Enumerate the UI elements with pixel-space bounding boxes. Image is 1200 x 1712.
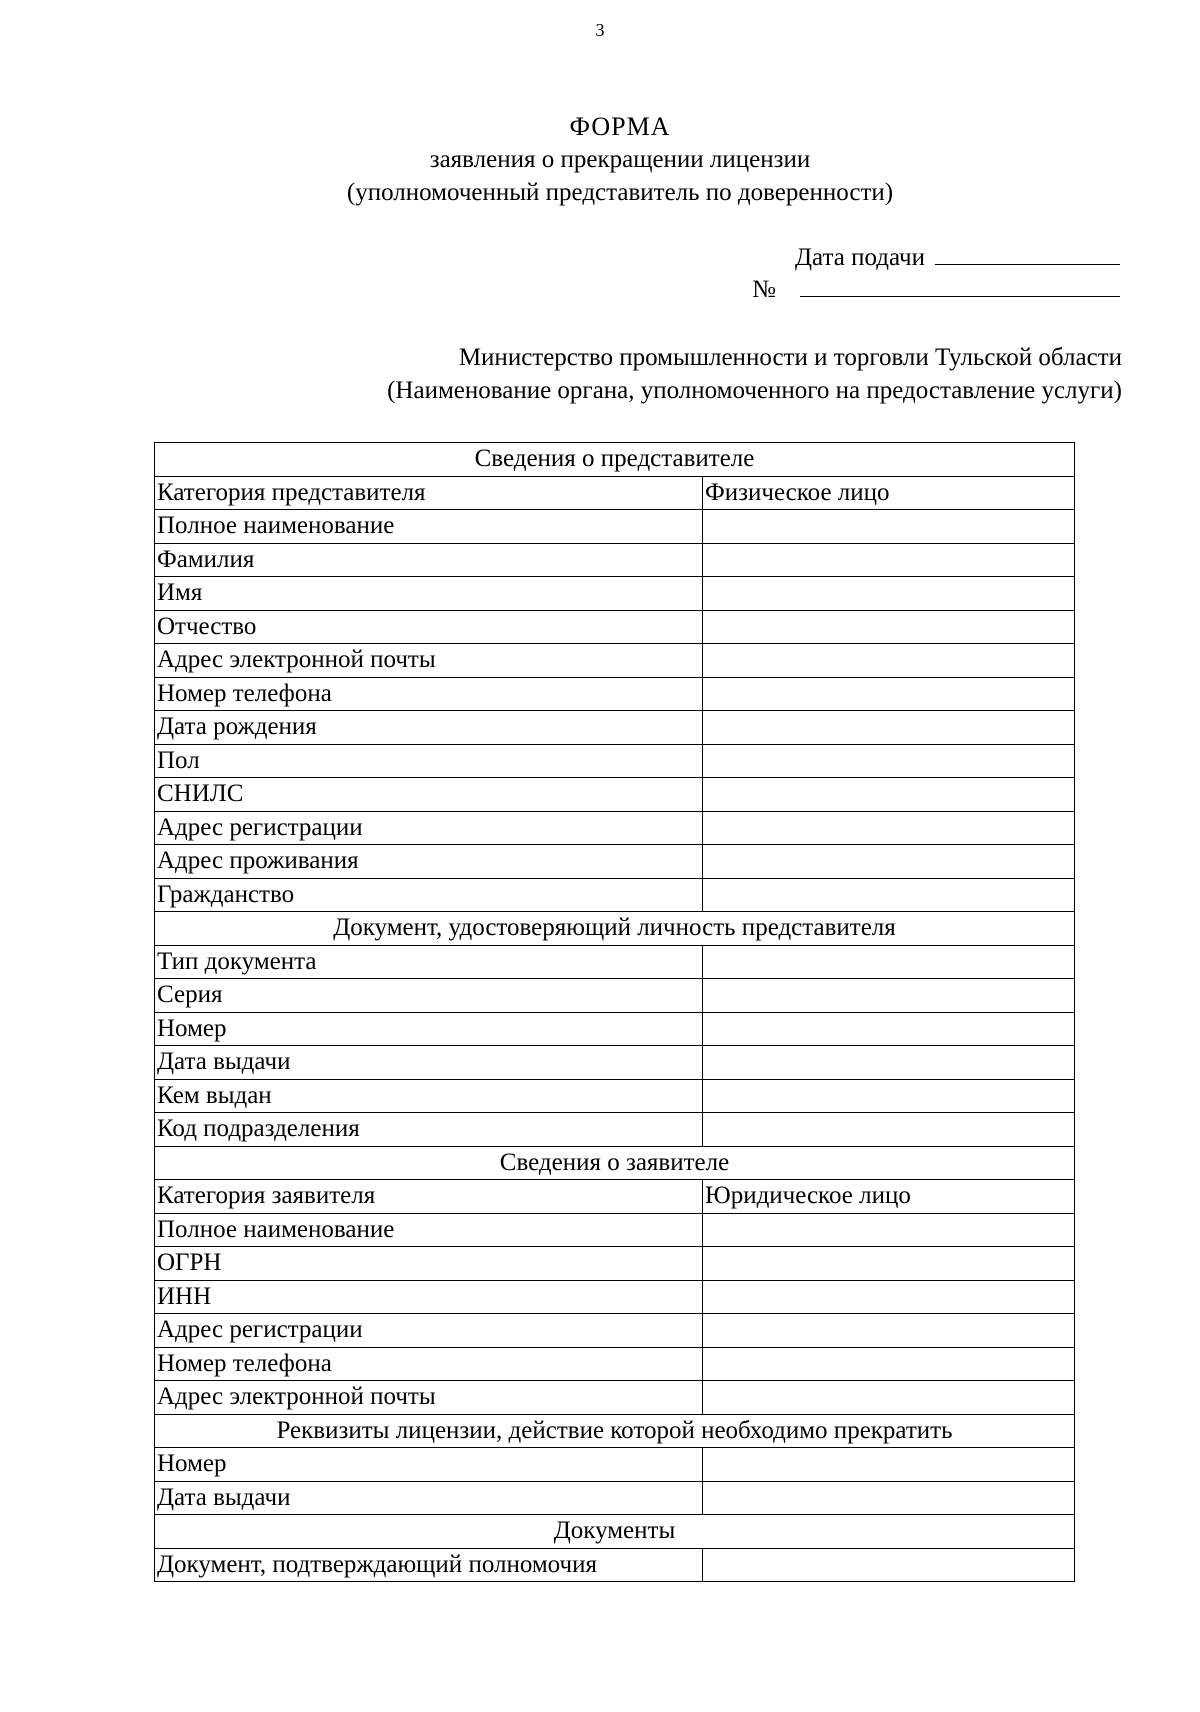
section-header-row (155, 1414, 1075, 1448)
form-row (155, 1381, 1075, 1415)
field-value[interactable] (703, 878, 1075, 912)
section-header-row (155, 912, 1075, 946)
field-value[interactable] (703, 711, 1075, 745)
field-label: Категория представителя (155, 476, 703, 510)
field-label: Номер (155, 1448, 703, 1482)
field-label: Имя (155, 577, 703, 611)
section-title: Документ, удостоверяющий личность представителя (155, 912, 1075, 946)
section-header-row (155, 443, 1075, 477)
field-label: Код подразделения (155, 1113, 703, 1147)
submission-number-field[interactable] (800, 274, 1120, 297)
form-row (155, 878, 1075, 912)
field-value[interactable]: Физическое лицо (703, 476, 1075, 510)
field-label: Адрес электронной почты (155, 1381, 703, 1415)
submission-date-field[interactable] (935, 242, 1120, 265)
form-row (155, 610, 1075, 644)
form-table-body (155, 443, 1075, 1582)
field-label: Адрес электронной почты (155, 644, 703, 678)
form-row (155, 1448, 1075, 1482)
form-row (155, 979, 1075, 1013)
field-label: Адрес регистрации (155, 1314, 703, 1348)
form-row (155, 1113, 1075, 1147)
form-row (155, 845, 1075, 879)
section-title: Документы (155, 1515, 1075, 1549)
form-subtitle-note: (уполномоченный представитель по доверенности) (346, 179, 894, 206)
authority-block (387, 341, 1122, 407)
form-row (155, 1347, 1075, 1381)
submission-date-label: Дата подачи (794, 244, 925, 271)
field-value[interactable] (703, 744, 1075, 778)
field-value[interactable] (703, 610, 1075, 644)
submission-date-row (752, 242, 1120, 274)
form-row (155, 811, 1075, 845)
form-row (155, 543, 1075, 577)
field-value[interactable] (703, 845, 1075, 879)
form-row (155, 1314, 1075, 1348)
form-row (155, 744, 1075, 778)
field-value[interactable] (703, 510, 1075, 544)
form-row (155, 1280, 1075, 1314)
field-value[interactable] (703, 1381, 1075, 1415)
form-row (155, 476, 1075, 510)
field-value[interactable] (703, 1548, 1075, 1582)
field-value[interactable] (703, 1481, 1075, 1515)
submission-number-row (752, 274, 1120, 306)
page-number: 3 (595, 20, 605, 40)
field-value[interactable] (703, 1247, 1075, 1281)
field-label: Пол (155, 744, 703, 778)
application-form-table (154, 442, 1075, 1582)
field-label: Дата выдачи (155, 1046, 703, 1080)
field-value[interactable] (703, 677, 1075, 711)
field-value[interactable] (703, 644, 1075, 678)
form-row (155, 1046, 1075, 1080)
field-value[interactable] (703, 543, 1075, 577)
field-label: Кем выдан (155, 1079, 703, 1113)
field-value[interactable] (703, 1012, 1075, 1046)
field-label: Тип документа (155, 945, 703, 979)
form-row (155, 1180, 1075, 1214)
authority-caption: (Наименование органа, уполномоченного на предоставление услуги) (387, 377, 1122, 404)
form-row (155, 1079, 1075, 1113)
form-row (155, 644, 1075, 678)
form-row (155, 577, 1075, 611)
field-value[interactable] (703, 1046, 1075, 1080)
form-subtitle: заявления о прекращении лицензии (429, 146, 811, 173)
form-title: ФОРМА (569, 112, 671, 141)
form-row (155, 945, 1075, 979)
section-header-row (155, 1515, 1075, 1549)
field-label: Полное наименование (155, 1213, 703, 1247)
field-value[interactable] (703, 1448, 1075, 1482)
field-label: Серия (155, 979, 703, 1013)
field-value[interactable] (703, 945, 1075, 979)
field-label: Категория заявителя (155, 1180, 703, 1214)
field-label: Номер телефона (155, 1347, 703, 1381)
field-label: СНИЛС (155, 778, 703, 812)
section-title: Сведения о заявителе (155, 1146, 1075, 1180)
field-label: ИНН (155, 1280, 703, 1314)
field-value[interactable] (703, 1314, 1075, 1348)
field-value[interactable] (703, 1347, 1075, 1381)
field-value[interactable] (703, 778, 1075, 812)
authority-name: Министерство промышленности и торговли Тульской области (458, 344, 1122, 371)
field-value[interactable] (703, 1213, 1075, 1247)
field-label: Фамилия (155, 543, 703, 577)
field-value[interactable] (703, 979, 1075, 1013)
form-row (155, 1012, 1075, 1046)
field-label: Гражданство (155, 878, 703, 912)
form-row (155, 1213, 1075, 1247)
section-title: Сведения о представителе (155, 443, 1075, 477)
form-row (155, 677, 1075, 711)
field-label: Документ, подтверждающий полномочия (155, 1548, 703, 1582)
field-label: Дата выдачи (155, 1481, 703, 1515)
submission-number-label: № (752, 276, 776, 303)
form-row (155, 1247, 1075, 1281)
field-value[interactable] (703, 811, 1075, 845)
field-label: Отчество (155, 610, 703, 644)
form-row (155, 711, 1075, 745)
field-label: Номер телефона (155, 677, 703, 711)
submission-meta (752, 242, 1120, 306)
field-label: Адрес проживания (155, 845, 703, 879)
field-label: Дата рождения (155, 711, 703, 745)
form-row (155, 778, 1075, 812)
section-title: Реквизиты лицензии, действие которой необходимо прекратить (155, 1414, 1075, 1448)
section-header-row (155, 1146, 1075, 1180)
form-title-block (0, 110, 1200, 209)
field-value[interactable] (703, 1280, 1075, 1314)
field-value[interactable] (703, 1113, 1075, 1147)
field-label: Номер (155, 1012, 703, 1046)
field-value[interactable]: Юридическое лицо (703, 1180, 1075, 1214)
field-value[interactable] (703, 1079, 1075, 1113)
field-value[interactable] (703, 577, 1075, 611)
field-label: Адрес регистрации (155, 811, 703, 845)
field-label: ОГРН (155, 1247, 703, 1281)
form-row (155, 1548, 1075, 1582)
field-label: Полное наименование (155, 510, 703, 544)
form-row (155, 510, 1075, 544)
form-row (155, 1481, 1075, 1515)
